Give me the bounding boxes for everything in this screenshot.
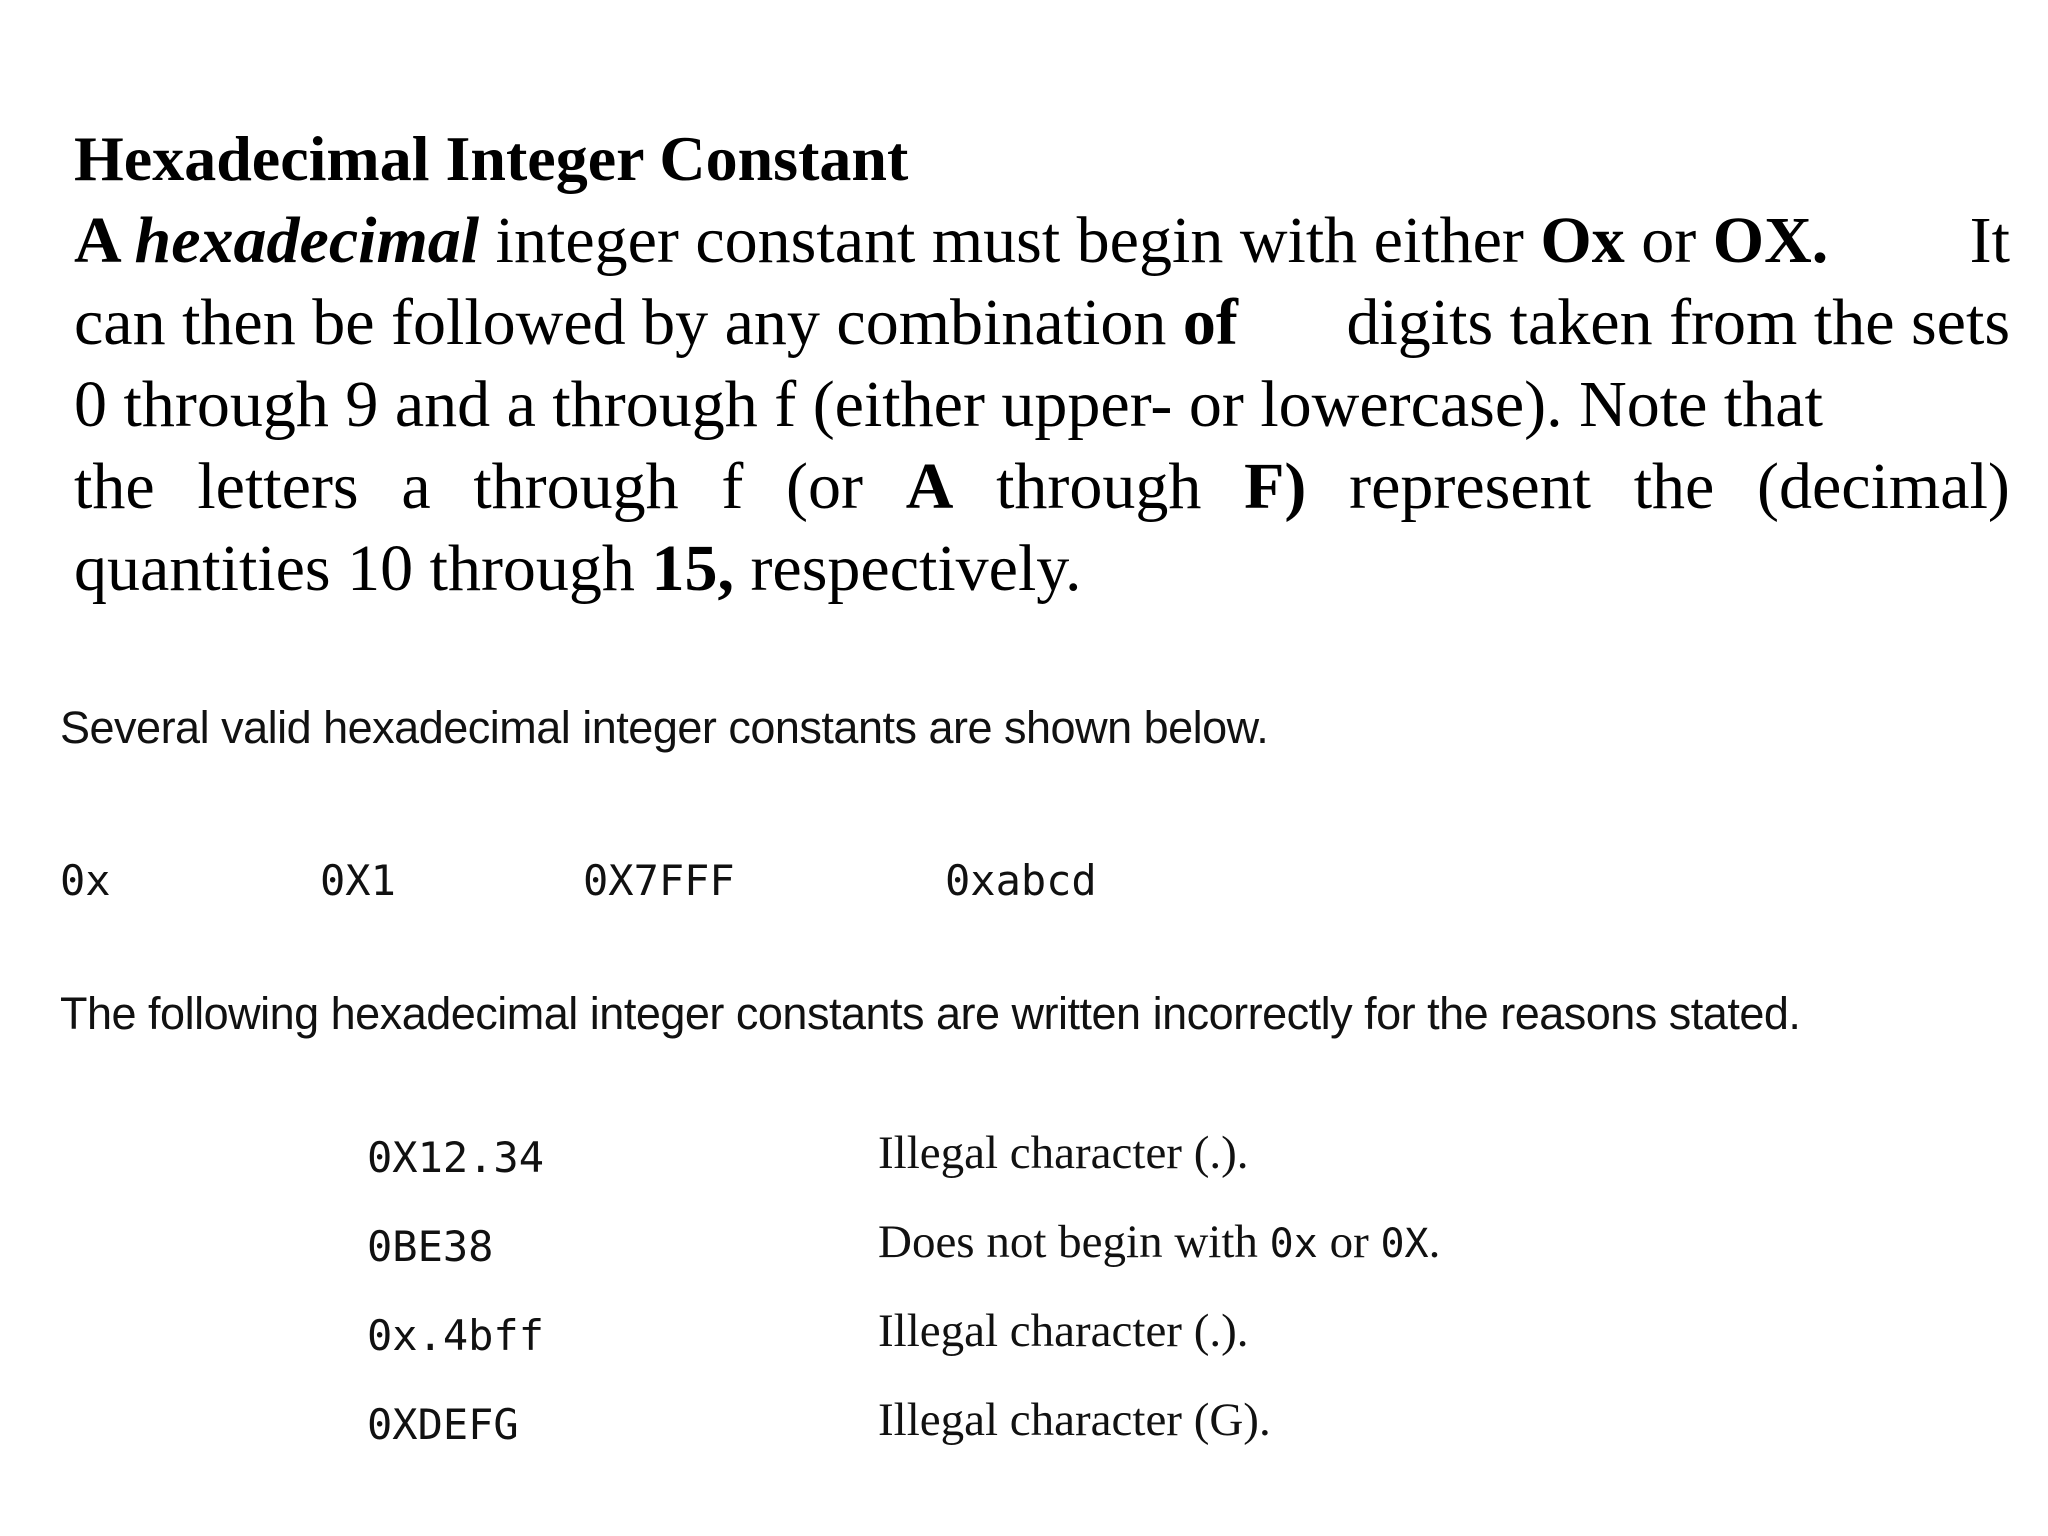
- text-bold-italic: hexadecimal: [134, 204, 480, 277]
- text-bold: Ox: [1540, 204, 1625, 277]
- valid-example: 0xabcd: [945, 856, 1097, 905]
- invalid-intro: The following hexadecimal integer constants are written incorrectly for the reasons stated.: [60, 988, 1801, 1039]
- text: quantities 10 through: [74, 532, 652, 605]
- text: digits taken from the sets: [1346, 286, 2010, 359]
- valid-intro: Several valid hexadecimal integer constants are shown below.: [60, 702, 1269, 753]
- paragraph-line-3: 0 through 9 and a through f (either upper- or lowercase). Note that: [74, 368, 1823, 441]
- text-bold: of: [1182, 286, 1238, 359]
- word: the: [1633, 450, 1715, 523]
- invalid-reason: Illegal character (.).: [878, 1127, 1249, 1179]
- reason-text: Does not begin with: [878, 1216, 1270, 1268]
- page-title: Hexadecimal Integer Constant: [74, 123, 909, 194]
- reason-code: 0x: [1269, 1221, 1318, 1267]
- definition-block: [74, 118, 2010, 610]
- invalid-constant: 0XDEFG: [367, 1400, 519, 1449]
- text-bold: 15,: [651, 532, 734, 605]
- line-1-text: [74, 200, 1828, 282]
- word: the: [74, 450, 155, 523]
- word-bold: F): [1244, 450, 1307, 523]
- text: integer constant must begin with either: [479, 204, 1541, 277]
- invalid-reason: Illegal character (.).: [878, 1305, 1249, 1357]
- reason-text: .: [1428, 1216, 1441, 1268]
- word: represent: [1349, 450, 1591, 523]
- text-bold: OX.: [1712, 204, 1829, 277]
- reason-code: 0X: [1380, 1221, 1429, 1267]
- paragraph-line-1: [74, 200, 2010, 282]
- word: a: [401, 450, 431, 523]
- text: It: [1969, 204, 2010, 277]
- text: respectively.: [733, 532, 1082, 605]
- paragraph-line-5: [74, 528, 2010, 610]
- word: (or: [786, 450, 863, 523]
- word-bold: A: [905, 450, 954, 523]
- invalid-constant: 0BE38: [367, 1222, 494, 1271]
- word: (decimal): [1757, 450, 2010, 523]
- valid-example: 0x: [60, 856, 111, 905]
- text-bold: A: [74, 204, 135, 277]
- valid-example: 0X7FFF: [583, 856, 735, 905]
- valid-example: 0X1: [320, 856, 396, 905]
- text: or: [1624, 204, 1713, 277]
- paragraph-line-4: [74, 446, 2010, 528]
- invalid-constant: 0X12.34: [367, 1133, 545, 1182]
- invalid-reason: Illegal character (G).: [878, 1394, 1271, 1446]
- reason-text: or: [1317, 1216, 1381, 1268]
- line-2-text: [74, 282, 1238, 364]
- word: through: [996, 450, 1202, 523]
- word: letters: [197, 450, 359, 523]
- invalid-reason: [878, 1215, 1440, 1269]
- invalid-constant: 0x.4bff: [367, 1311, 545, 1360]
- word: through: [473, 450, 679, 523]
- text: can then be followed by any combination: [74, 286, 1183, 359]
- paragraph-line-2: [74, 282, 2010, 364]
- word: f: [721, 450, 744, 523]
